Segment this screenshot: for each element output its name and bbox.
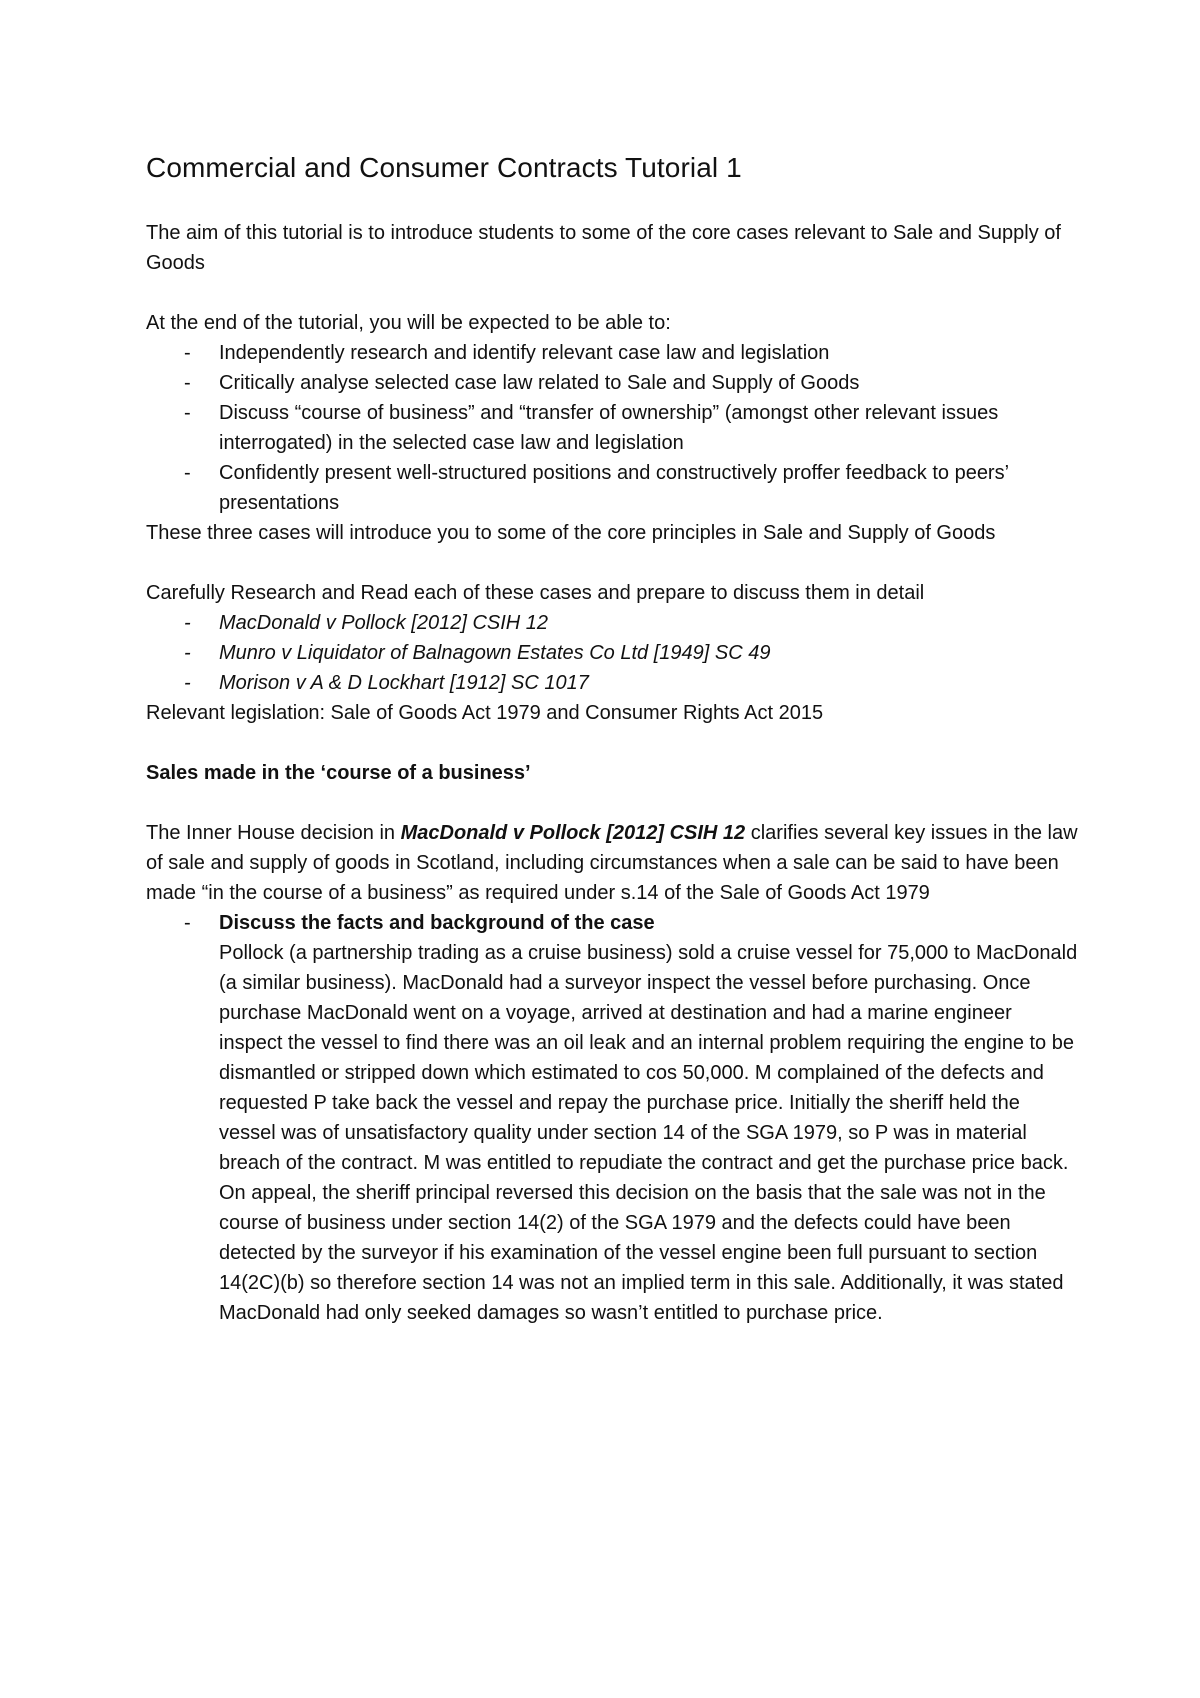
outcome-item: - Confidently present well-structured positions and constructively proffer feedback to peers’ presentations — [146, 458, 1080, 518]
intro-paragraph: The aim of this tutorial is to introduce students to some of the core cases relevant to Sale and Supply of Goods — [146, 222, 1061, 274]
decision-case-reference: MacDonald v Pollock [2012] CSIH 12 — [400, 822, 746, 844]
section-heading: Sales made in the ‘course of a business’ — [146, 762, 531, 784]
discussion-body: Pollock (a partnership trading as a cruise business) sold a cruise vessel for 75,000 to MacDonald (a similar business). MacDonald had a surveyor inspect the vessel before purchasing. Once purchase MacDonald went on a voyage, arrived at destination and had a marine engineer inspect the vessel to find there was an oil leak and an internal problem requiring the engine to be dismantled or stripped down which estimated to cos 50,000. M complained of the defects and requested P take back the vessel and repay the purchase price. Initially the sheriff held the vessel was of unsatisfactory quality under section 14 of the SGA 1979, so P was in material breach of the contract. M was entitled to repudiate the contract and get the purchase price back. On appeal, the sheriff principal reversed this decision on the basis that the sale was not in the course of business under section 14(2) of the SGA 1979 and the defects could have been detected by the surveyor if his examination of the vessel engine been full pursuant to section 14(2C)(b) so therefore section 14 was not an implied term in this sale. Additionally, it was stated MacDonald had only seeked damages so wasn’t entitled to purchase price. — [219, 942, 1078, 1324]
cases-lead: Carefully Research and Read each of these cases and prepare to discuss them in detail — [146, 582, 925, 604]
outcome-item: - Independently research and identify relevant case law and legislation — [146, 338, 1080, 368]
discussion-item — [146, 908, 1080, 1328]
outcome-item: - Discuss “course of business” and “transfer of ownership” (amongst other relevant issues interrogated) in the selected case law and legislation — [146, 398, 1080, 458]
legislation-paragraph: Relevant legislation: Sale of Goods Act 1979 and Consumer Rights Act 2015 — [146, 702, 824, 724]
cases-list — [146, 608, 1080, 698]
decision-text-before: The Inner House decision in — [146, 822, 401, 844]
decision-paragraph — [146, 818, 1080, 908]
outcomes-list — [146, 338, 1080, 518]
outcomes-lead: At the end of the tutorial, you will be expected to be able to: — [146, 312, 671, 334]
decision-text-after: clarifies several key issues in the law of sale and supply of goods in Scotland, including circumstances when a sale can be said to have been made “in the course of a business” as required under s.14 of the Sale of Goods Act 1979 — [146, 822, 1078, 904]
case-item: - Munro v Liquidator of Balnagown Estates Co Ltd [1949] SC 49 — [146, 638, 1080, 668]
case-item: - MacDonald v Pollock [2012] CSIH 12 — [146, 608, 1080, 638]
document-title: Commercial and Consumer Contracts Tutorial 1 — [146, 152, 742, 183]
three-cases-paragraph: These three cases will introduce you to some of the core principles in Sale and Supply of Goods — [146, 522, 996, 544]
discussion-list — [146, 908, 1080, 1328]
discussion-heading: - Discuss the facts and background of the case — [219, 912, 655, 934]
case-item: - Morison v A & D Lockhart [1912] SC 1017 — [146, 668, 1080, 698]
outcome-item: - Critically analyse selected case law related to Sale and Supply of Goods — [146, 368, 1080, 398]
